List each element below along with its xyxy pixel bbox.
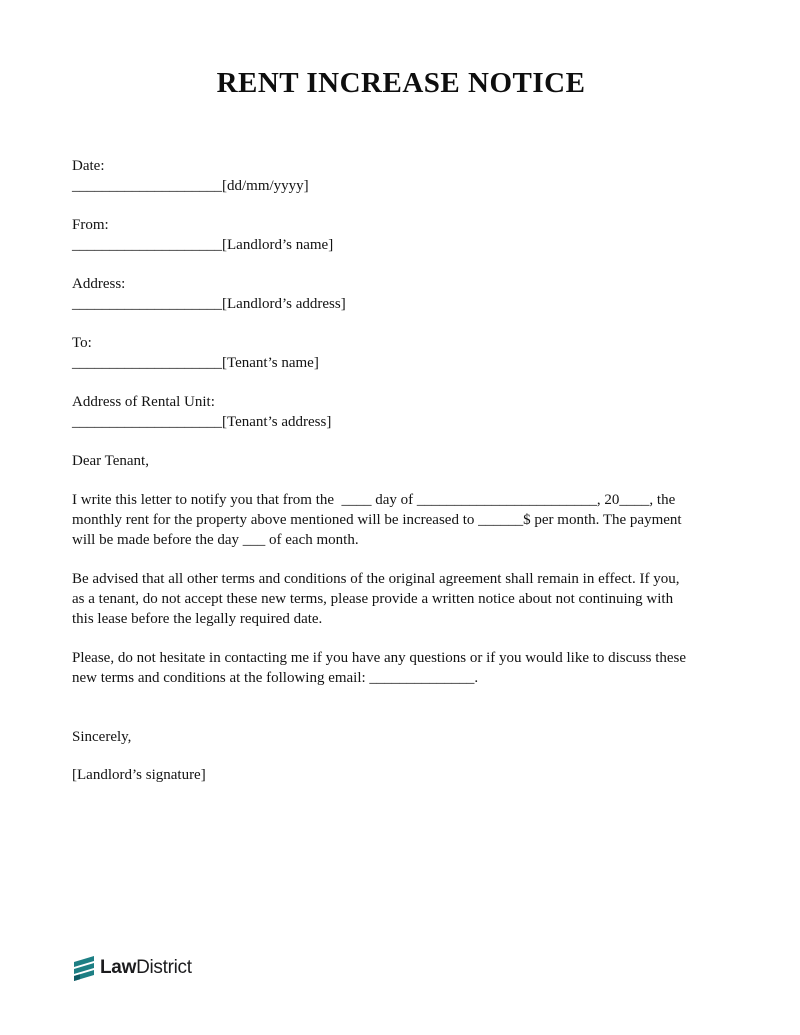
field-date-label: Date:: [72, 157, 105, 174]
field-date-blank: ____________________: [72, 177, 222, 194]
field-date: [72, 156, 730, 196]
paragraph-contact: [72, 648, 730, 688]
field-address: [72, 274, 730, 314]
field-rental-unit-label: Address of Rental Unit:: [72, 393, 215, 410]
paragraph-terms: [72, 569, 730, 629]
header-fields: [72, 156, 730, 432]
salutation: Dear Tenant,: [72, 452, 149, 469]
field-from-label: From:: [72, 216, 109, 233]
field-rental-unit-blank: ____________________: [72, 413, 222, 430]
field-from: [72, 215, 730, 255]
paragraph-notice-line-1: I write this letter to notify you that from the ____ day of ________________________, 20____, the: [72, 491, 676, 508]
paragraph-terms-line-3: this lease before the legally required date.: [72, 610, 323, 627]
field-to-blank: ____________________: [72, 354, 222, 371]
field-to-hint: [Tenant’s name]: [222, 354, 319, 371]
signature-placeholder: [Landlord’s signature]: [72, 766, 206, 783]
paragraph-contact-line-1: Please, do not hesitate in contacting me if you have any questions or if you would like to discuss these: [72, 649, 687, 666]
field-to-label: To:: [72, 334, 92, 351]
field-rental-unit-hint: [Tenant’s address]: [222, 413, 332, 430]
brand-name: [100, 957, 192, 979]
paragraph-terms-line-1: Be advised that all other terms and conditions of the original agreement shall remain in effect. If you,: [72, 570, 680, 587]
paragraph-notice: [72, 490, 730, 550]
field-address-line: [72, 294, 730, 314]
document-title: RENT INCREASE NOTICE: [216, 67, 586, 99]
paragraph-notice-line-2: monthly rent for the property above mentioned will be increased to ______$ per month. The payment: [72, 511, 682, 528]
lawdistrict-logo: [72, 953, 192, 982]
field-rental-unit: [72, 392, 730, 432]
field-from-blank: ____________________: [72, 236, 222, 253]
field-address-blank: ____________________: [72, 295, 222, 312]
field-date-line: [72, 176, 730, 196]
paragraph-terms-line-2: as a tenant, do not accept these new terms, please provide a written notice about not continuing with: [72, 590, 674, 607]
field-address-label: Address:: [72, 275, 126, 292]
field-address-hint: [Landlord’s address]: [222, 295, 346, 312]
paragraph-notice-line-3: will be made before the day ___ of each month.: [72, 531, 359, 548]
field-rental-unit-line: [72, 412, 730, 432]
field-date-hint: [dd/mm/yyyy]: [222, 177, 309, 194]
field-to-line: [72, 353, 730, 373]
closing: Sincerely,: [72, 728, 132, 745]
field-to: [72, 333, 730, 373]
brand-name-bold: Law: [100, 956, 137, 978]
field-from-hint: [Landlord’s name]: [222, 236, 334, 253]
brand-name-regular: District: [136, 956, 192, 978]
field-from-line: [72, 235, 730, 255]
layered-cards-icon: [72, 953, 96, 982]
paragraph-contact-line-2: new terms and conditions at the following email: ______________.: [72, 669, 479, 686]
